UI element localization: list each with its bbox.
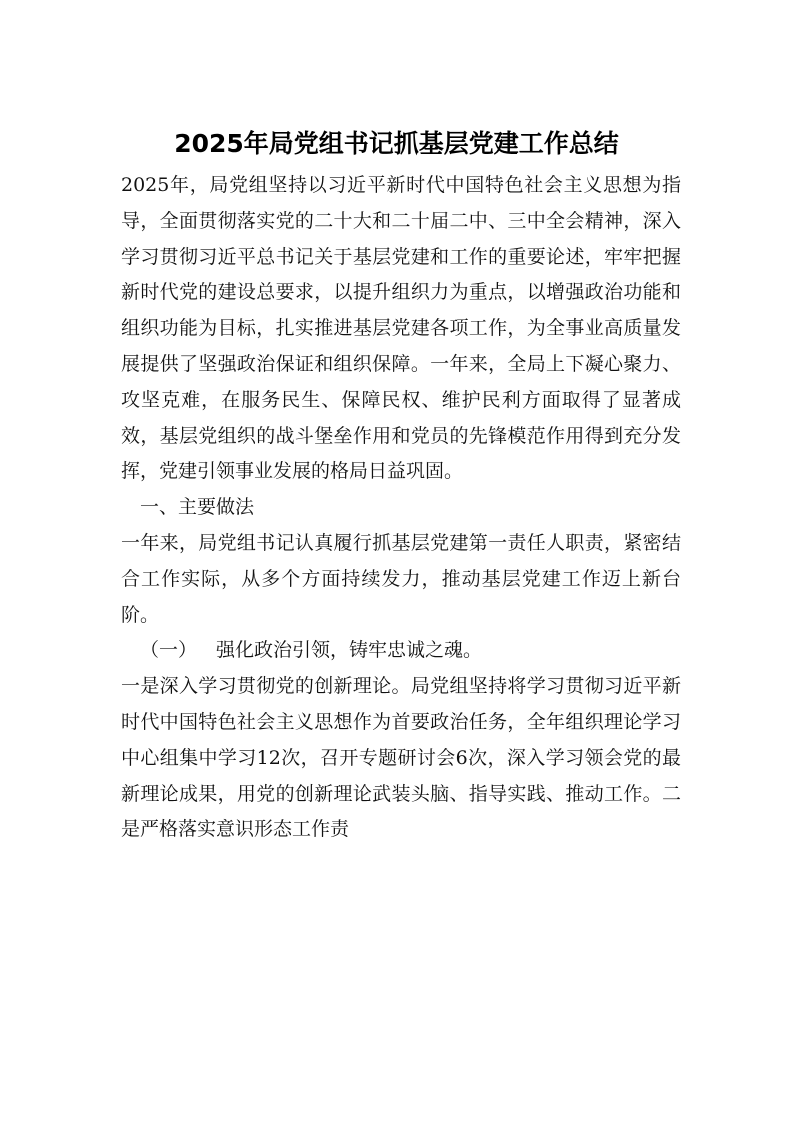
- section-intro-paragraph: 一年来，局党组书记认真履行抓基层党建第一责任人职责，紧密结合工作实际，从多个方面持续发力，推动基层党建工作迈上新台阶。: [121, 531, 681, 626]
- section-heading-main-practices: 一、主要做法: [140, 496, 255, 519]
- subsection-paragraph: 一是深入学习贯彻党的创新理论。局党组坚持将学习贯彻习近平新时代中国特色社会主义思想作为首要政治任务，全年组织理论学习中心组集中学习12次，召开专题研讨会6次，深入学习领会党的最新理论成果，用党的创新理论武装头脑、指导实践、推动工作。二是严格落实意识形态工作责: [121, 675, 681, 841]
- subsection-heading-1: [121, 633, 681, 669]
- intro-paragraph: 2025年，局党组坚持以习近平新时代中国特色社会主义思想为指导，全面贯彻落实党的二十大和二十届二中、三中全会精神，深入学习贯彻习近平总书记关于基层党建和工作的重要论述，牢牢把握新时代党的建设总要求，以提升组织力为重点，以增强政治功能和组织功能为目标，扎实推进基层党建各项工作，为全事业高质量发展提供了坚强政治保证和组织保障。一年来，全局上下凝心聚力、攻坚克难，在服务民生、保障民权、维护民利方面取得了显著成效，基层党组织的战斗堡垒作用和党员的先锋模范作用得到充分发挥，党建引领事业发展的格局日益巩固。: [121, 174, 681, 483]
- document-body: [121, 168, 681, 848]
- document-title: 2025年局党组书记抓基层党建工作总结: [174, 129, 619, 158]
- subsection-title: 强化政治引领，铸牢忠诚之魂。: [216, 639, 483, 662]
- subsection-number: （一）: [140, 639, 198, 662]
